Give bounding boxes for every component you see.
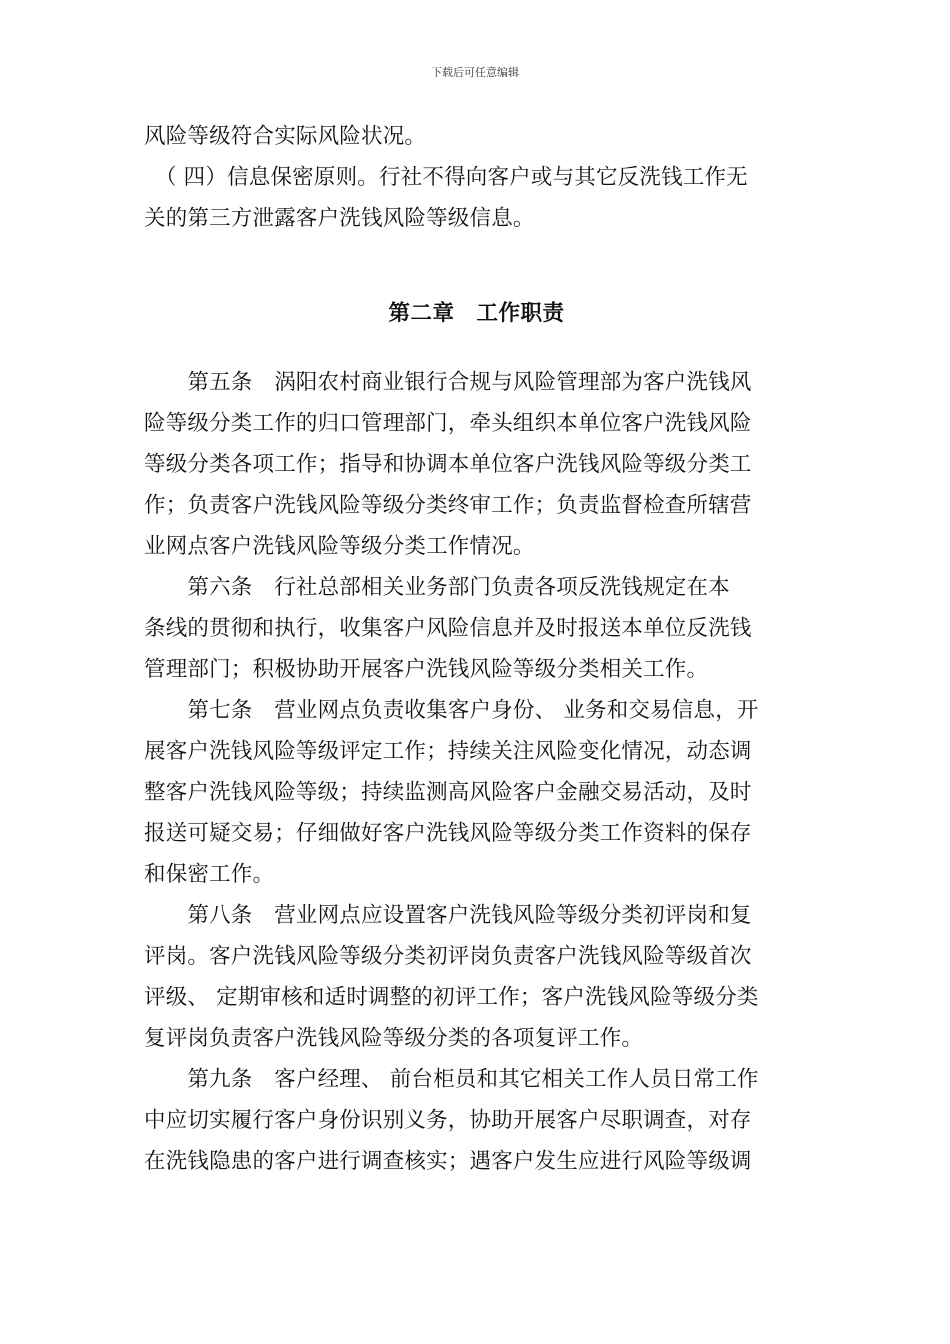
- text-line: 第九条 客户经理、 前台柜员和其它相关工作人员日常工作: [144, 1067, 759, 1092]
- text-line: 管理部门；积极协助开展客户洗钱风险等级分类相关工作。: [144, 657, 709, 682]
- paragraph-block-1: [144, 116, 809, 239]
- chapter-title: 第二章 工作职责: [388, 301, 565, 326]
- text-line: 风险等级符合实际风险状况。: [144, 124, 427, 149]
- page-header: 下载后可任意编辑: [431, 66, 519, 79]
- text-line: （ 四）信息保密原则。行社不得向客户或与其它反洗钱工作无: [144, 165, 748, 190]
- document-body: [144, 116, 809, 1182]
- text-line: 复评岗负责客户洗钱风险等级分类的各项复评工作。: [144, 1026, 644, 1051]
- text-line: 第七条 营业网点负责收集客户身份、 业务和交易信息，开: [144, 698, 759, 723]
- text-line: 在洗钱隐患的客户进行调查核实；遇客户发生应进行风险等级调: [144, 1149, 752, 1174]
- text-line: 报送可疑交易；仔细做好客户洗钱风险等级分类工作资料的保存: [144, 821, 752, 846]
- text-line: 第八条 营业网点应设置客户洗钱风险等级分类初评岗和复: [144, 903, 752, 928]
- text-line: 业网点客户洗钱风险等级分类工作情况。: [144, 534, 535, 559]
- text-line: 险等级分类工作的归口管理部门，牵头组织本单位客户洗钱风险: [144, 411, 752, 436]
- text-line: 评级、 定期审核和适时调整的初评工作；客户洗钱风险等级分类: [144, 985, 759, 1010]
- text-line: 条线的贯彻和执行，收集客户风险信息并及时报送本单位反洗钱: [144, 616, 752, 641]
- text-line: 等级分类各项工作；指导和协调本单位客户洗钱风险等级分类工: [144, 452, 752, 477]
- text-line: 作；负责客户洗钱风险等级分类终审工作；负责监督检查所辖营: [144, 493, 752, 518]
- paragraph-block-2: [144, 362, 809, 1182]
- text-line: 第五条 涡阳农村商业银行合规与风险管理部为客户洗钱风: [144, 370, 752, 395]
- text-line: 展客户洗钱风险等级评定工作；持续关注风险变化情况，动态调: [144, 739, 752, 764]
- text-line: 关的第三方泄露客户洗钱风险等级信息。: [144, 206, 535, 231]
- text-line: 中应切实履行客户身份识别义务，协助开展客户尽职调查，对存: [144, 1108, 752, 1133]
- text-line: 第六条 行社总部相关业务部门负责各项反洗钱规定在本: [144, 575, 730, 600]
- text-line: 和保密工作。: [144, 862, 275, 887]
- text-line: 整客户洗钱风险等级；持续监测高风险客户金融交易活动，及时: [144, 780, 752, 805]
- text-line: 评岗。客户洗钱风险等级分类初评岗负责客户洗钱风险等级首次: [144, 944, 752, 969]
